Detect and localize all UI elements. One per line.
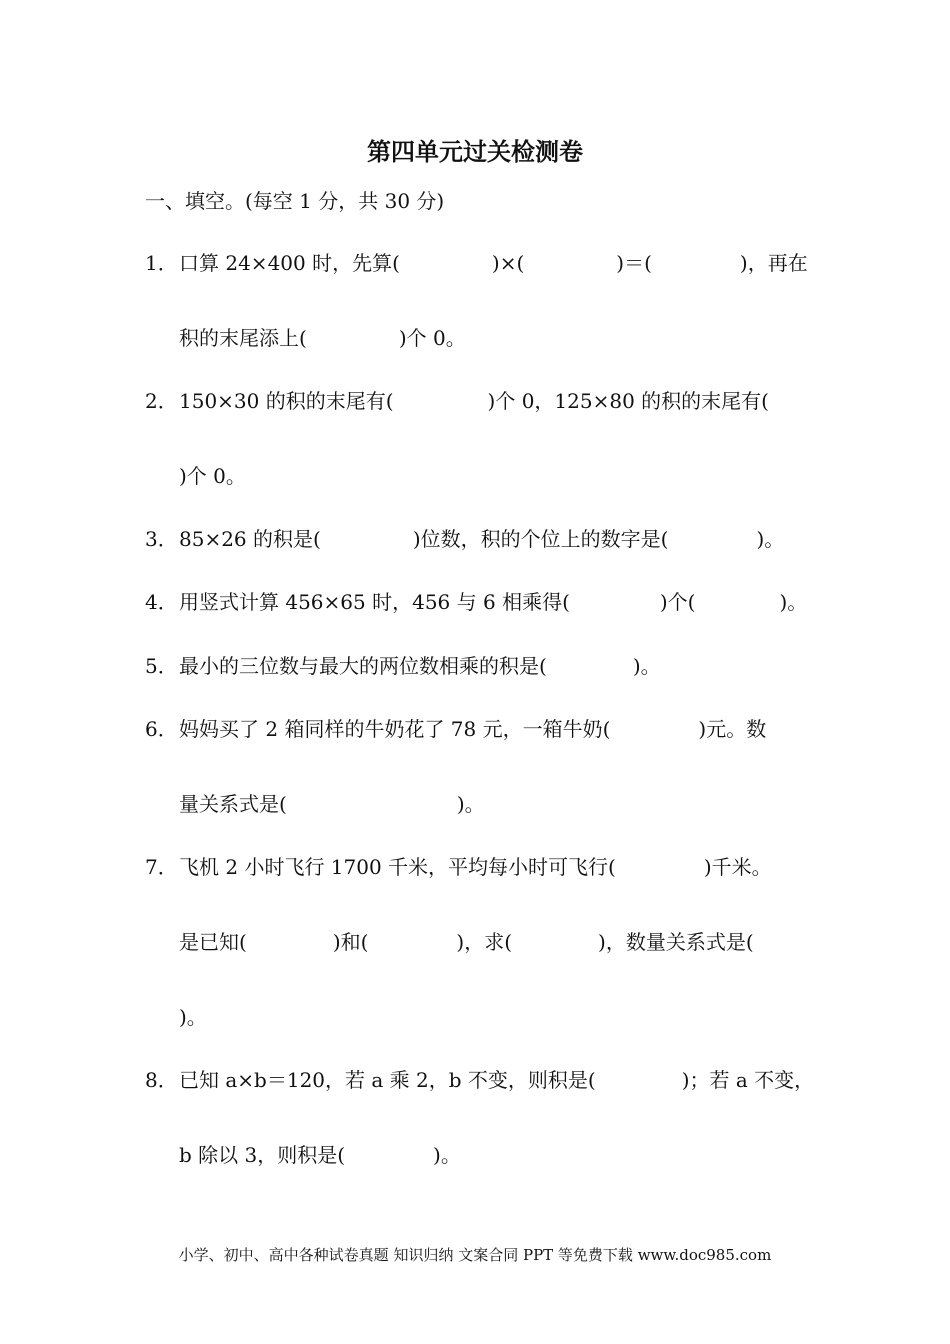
section-heading: 一、填空。(每空 1 分，共 30 分) bbox=[145, 189, 445, 213]
page-footer: 小学、初中、高中各种试卷真题 知识归纳 文案合同 PPT 等免费下载 www.doc985.com bbox=[178, 1246, 772, 1264]
question-2-continued: )个 0。 bbox=[179, 464, 246, 488]
question-8: 8．已知 a×b＝120，若 a 乘 2，b 不变，则积是( )；若 a 不变， bbox=[145, 1065, 814, 1095]
question-3: 3．85×26 的积是( )位数，积的个位上的数字是( )。 bbox=[145, 524, 784, 554]
question-6-continued: 量关系式是( )。 bbox=[179, 792, 485, 816]
question-2: 2．150×30 的积的末尾有( )个 0，125×80 的积的末尾有( bbox=[145, 386, 769, 416]
question-7-continued: 是已知( )和( )，求( )，数量关系式是( bbox=[179, 930, 754, 954]
question-number: 2． bbox=[145, 389, 178, 413]
question-7: 7．飞机 2 小时飞行 1700 千米，平均每小时可飞行( )千米。 bbox=[145, 852, 772, 882]
question-1: 1．口算 24×400 时，先算( )×( )＝( )，再在 bbox=[145, 248, 808, 278]
question-8-continued: b 除以 3，则积是( )。 bbox=[179, 1143, 461, 1167]
question-1-continued: 积的末尾添上( )个 0。 bbox=[179, 326, 466, 350]
question-number: 6． bbox=[145, 717, 178, 741]
question-5: 5．最小的三位数与最大的两位数相乘的积是( )。 bbox=[145, 651, 661, 681]
question-number: 4． bbox=[145, 590, 178, 614]
question-number: 1． bbox=[145, 251, 178, 275]
question-number: 8． bbox=[145, 1068, 178, 1092]
question-4: 4．用竖式计算 456×65 时，456 与 6 相乘得( )个( )。 bbox=[145, 587, 807, 617]
question-number: 7． bbox=[145, 855, 178, 879]
question-7-continued-2: )。 bbox=[179, 1005, 207, 1029]
question-number: 5． bbox=[145, 654, 178, 678]
question-6: 6．妈妈买了 2 箱同样的牛奶花了 78 元，一箱牛奶( )元。数 bbox=[145, 714, 766, 744]
question-number: 3． bbox=[145, 527, 178, 551]
page-title: 第四单元过关检测卷 bbox=[367, 138, 583, 166]
